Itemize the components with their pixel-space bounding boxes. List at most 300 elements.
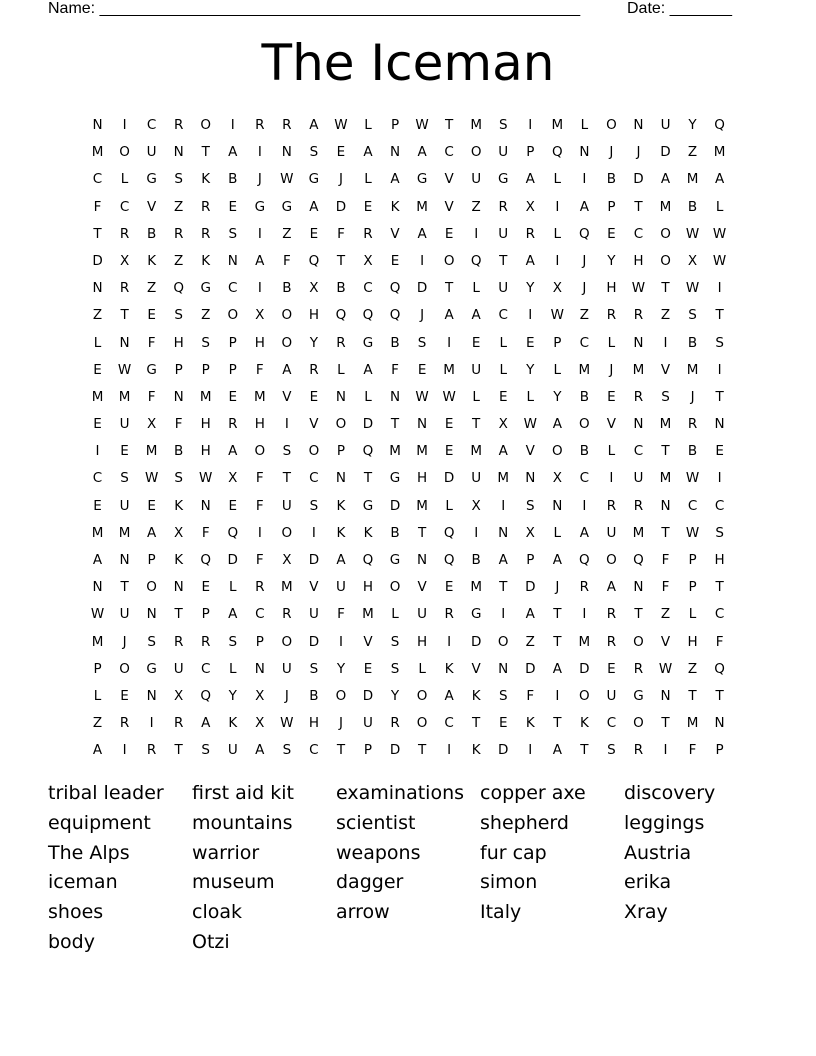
grid-letter: M [145, 443, 158, 460]
grid-letter: T [715, 579, 724, 596]
grid-letter: A [309, 117, 319, 133]
grid-letter: W [280, 171, 294, 188]
grid-letter: S [201, 334, 210, 351]
grid-letter: Z [660, 606, 671, 623]
grid-letter: W [90, 606, 105, 623]
grid-letter: D [362, 687, 374, 704]
grid-letter: H [362, 579, 374, 596]
grid-letter: D [92, 252, 103, 269]
grid-letter: J [338, 715, 343, 732]
grid-letter: F [255, 497, 264, 514]
grid-letter: O [119, 660, 130, 677]
letter-grid [84, 113, 733, 766]
grid-letter: V [471, 660, 481, 677]
grid-letter: L [445, 497, 453, 514]
grid-letter: O [335, 687, 347, 704]
grid-letter: X [255, 307, 265, 324]
grid-letter: Z [282, 225, 292, 242]
grid-letter: R [201, 198, 211, 215]
grid-row [84, 494, 733, 521]
grid-letter: X [146, 416, 157, 433]
grid-letter: E [607, 388, 616, 405]
grid-letter: P [201, 606, 210, 623]
grid-letter: I [149, 715, 154, 732]
grid-letter: R [201, 633, 211, 650]
grid-letter: M [389, 443, 401, 460]
grid-letter: X [255, 715, 265, 732]
grid-letter: Y [228, 687, 237, 704]
grid-letter: U [498, 144, 509, 161]
grid-letter: E [93, 416, 102, 433]
grid-letter: I [528, 307, 533, 324]
grid-letter: Z [92, 715, 103, 732]
grid-letter: S [715, 334, 724, 351]
grid-letter: M [632, 361, 645, 378]
grid-letter: W [442, 388, 456, 405]
grid-letter: B [309, 687, 319, 704]
grid-letter: G [146, 171, 157, 188]
grid-letter: P [228, 334, 237, 351]
grid-letter: S [147, 633, 156, 650]
grid-letter: E [228, 497, 238, 514]
grid-letter: T [120, 307, 129, 324]
grid-letter: O [119, 144, 130, 161]
grid-letter: A [92, 742, 103, 759]
grid-letter: P [147, 552, 156, 568]
grid-letter: A [444, 687, 454, 704]
grid-letter: L [364, 388, 372, 405]
grid-letter: U [336, 579, 346, 596]
grid-letter: Q [470, 252, 482, 269]
grid-letter: F [255, 470, 264, 487]
grid-letter: M [118, 524, 131, 541]
grid-letter: N [227, 252, 238, 269]
grid-letter: A [228, 144, 238, 161]
grid-letter: I [474, 225, 479, 242]
grid-letter: K [174, 497, 184, 514]
grid-letter: A [92, 552, 103, 568]
grid-letter: S [120, 470, 129, 487]
grid-letter: B [687, 334, 698, 351]
grid-letter: G [470, 606, 482, 623]
grid-letter: I [284, 416, 289, 433]
grid-letter: H [254, 334, 265, 351]
grid-letter: Q [389, 307, 401, 324]
grid-letter: O [579, 687, 590, 704]
word-list-item: Italy [480, 901, 522, 924]
grid-letter: W [280, 715, 294, 732]
grid-letter: I [609, 470, 614, 487]
grid-row [84, 113, 733, 140]
grid-letter: H [687, 633, 698, 650]
grid-letter: R [255, 579, 265, 596]
grid-row [84, 711, 733, 738]
grid-letter: A [471, 307, 481, 324]
grid-letter: A [552, 742, 562, 759]
grid-letter: D [389, 497, 401, 514]
grid-letter: F [93, 198, 102, 215]
grid-row [84, 222, 733, 249]
word-list-item: mountains [192, 811, 293, 834]
grid-letter: M [470, 117, 482, 133]
grid-letter: M [659, 470, 672, 487]
grid-letter: M [199, 388, 212, 405]
grid-letter: P [174, 361, 183, 378]
grid-letter: S [309, 497, 319, 514]
grid-letter: T [715, 687, 724, 704]
grid-letter: O [443, 252, 455, 269]
grid-letter: A [201, 715, 211, 732]
grid-letter: N [389, 144, 401, 161]
grid-letter: J [609, 361, 614, 378]
grid-letter: T [661, 280, 670, 297]
grid-letter: S [309, 144, 319, 161]
grid-letter: F [661, 579, 670, 596]
grid-letter: C [579, 470, 590, 487]
grid-letter: P [688, 552, 697, 568]
grid-letter: T [688, 687, 697, 704]
grid-letter: R [633, 497, 644, 514]
grid-letter: T [661, 443, 670, 460]
word-list-item: weapons [336, 841, 421, 864]
grid-letter: S [201, 742, 210, 759]
grid-letter: T [363, 470, 373, 487]
grid-letter: T [472, 416, 481, 433]
grid-letter: V [309, 579, 319, 596]
grid-letter: Q [714, 117, 725, 133]
grid-letter: R [606, 606, 617, 623]
grid-letter: E [498, 388, 508, 405]
grid-letter: A [579, 198, 589, 215]
grid-letter: O [470, 144, 482, 161]
grid-letter: I [528, 742, 533, 759]
grid-letter: H [417, 470, 428, 487]
grid-letter: L [553, 225, 562, 242]
word-list-item: cloak [192, 901, 242, 924]
grid-letter: Q [362, 307, 374, 324]
grid-letter: R [579, 579, 590, 596]
grid-letter: E [309, 388, 319, 405]
grid-letter: E [390, 252, 400, 269]
grid-letter: T [715, 388, 724, 405]
grid-row [84, 521, 733, 548]
grid-letter: A [498, 443, 508, 460]
grid-letter: U [146, 144, 157, 161]
grid-letter: E [120, 687, 129, 704]
grid-letter: N [173, 579, 184, 596]
grid-letter: Q [200, 552, 212, 568]
grid-letter: F [661, 552, 670, 568]
grid-letter: E [444, 416, 454, 433]
grid-letter: B [174, 443, 184, 460]
grid-letter: M [659, 198, 672, 215]
grid-letter: N [335, 470, 346, 487]
grid-letter: F [147, 388, 156, 405]
grid-letter: T [553, 606, 562, 623]
grid-letter: I [122, 117, 127, 133]
grid-letter: D [470, 633, 482, 650]
grid-letter: S [390, 633, 400, 650]
grid-letter: O [416, 715, 428, 732]
grid-letter: T [282, 470, 291, 487]
grid-letter: H [606, 280, 617, 297]
grid-letter: U [471, 171, 482, 188]
grid-letter: T [201, 144, 210, 161]
grid-letter: L [93, 687, 102, 704]
grid-letter: D [633, 171, 644, 188]
grid-letter: H [173, 334, 184, 351]
grid-row [84, 602, 733, 629]
grid-letter: I [717, 361, 722, 378]
grid-letter: R [498, 198, 508, 215]
grid-letter: W [685, 225, 700, 242]
grid-letter: K [471, 742, 481, 759]
grid-letter: P [336, 443, 346, 460]
grid-letter: V [606, 416, 617, 433]
grid-letter: U [173, 660, 184, 677]
grid-letter: M [686, 715, 699, 732]
word-list-item: dagger [336, 871, 404, 894]
grid-letter: E [201, 579, 210, 596]
grid-letter: S [174, 307, 183, 324]
grid-letter: J [284, 687, 289, 704]
grid-letter: S [282, 742, 292, 759]
grid-letter: Q [362, 552, 374, 568]
grid-letter: H [308, 715, 319, 732]
grid-letter: L [553, 171, 562, 188]
grid-letter: K [579, 715, 589, 732]
grid-letter: R [282, 606, 292, 623]
grid-letter: R [173, 715, 184, 732]
grid-letter: O [606, 552, 617, 568]
grid-letter: C [92, 171, 103, 188]
grid-letter: U [660, 117, 671, 133]
grid-letter: F [201, 524, 210, 541]
grid-letter: C [579, 334, 590, 351]
grid-letter: O [579, 416, 590, 433]
grid-letter: Z [660, 307, 671, 324]
grid-letter: G [308, 171, 320, 188]
grid-letter: R [606, 633, 617, 650]
grid-letter: C [363, 280, 373, 297]
grid-letter: I [95, 443, 100, 460]
word-list-item: leggings [624, 811, 705, 834]
grid-letter: Q [335, 307, 347, 324]
grid-letter: V [282, 388, 292, 405]
grid-letter: J [338, 171, 343, 188]
grid-letter: Z [174, 198, 184, 215]
grid-letter: J [582, 252, 587, 269]
grid-letter: O [281, 307, 293, 324]
grid-letter: C [714, 497, 725, 514]
grid-letter: T [499, 579, 508, 596]
grid-letter: N [281, 144, 292, 161]
grid-letter: S [228, 633, 238, 650]
grid-letter: T [174, 742, 183, 759]
grid-letter: C [228, 280, 238, 297]
grid-letter: S [390, 660, 400, 677]
grid-letter: U [471, 361, 482, 378]
grid-letter: C [606, 715, 617, 732]
grid-letter: U [281, 660, 292, 677]
grid-letter: F [174, 416, 183, 433]
grid-letter: Q [714, 660, 725, 677]
grid-letter: N [389, 388, 401, 405]
grid-letter: A [390, 171, 400, 188]
grid-letter: T [499, 252, 508, 269]
grid-letter: Z [201, 307, 211, 324]
grid-letter: L [607, 334, 616, 351]
grid-letter: Y [553, 388, 562, 405]
grid-letter: O [146, 579, 157, 596]
grid-letter: E [498, 715, 508, 732]
grid-letter: O [660, 252, 671, 269]
grid-letter: E [120, 443, 129, 460]
grid-letter: R [173, 633, 184, 650]
grid-letter: L [364, 171, 372, 188]
grid-letter: D [660, 144, 671, 161]
word-list-row [48, 927, 768, 957]
grid-letter: B [579, 443, 589, 460]
grid-letter: R [606, 307, 617, 324]
grid-letter: N [146, 606, 157, 623]
word-list-item: body [48, 930, 95, 953]
grid-letter: K [174, 552, 184, 568]
grid-letter: F [147, 334, 156, 351]
grid-letter: O [227, 307, 239, 324]
grid-letter: P [607, 198, 616, 215]
grid-letter: Y [688, 117, 697, 133]
grid-letter: J [555, 579, 560, 596]
grid-letter: W [685, 470, 700, 487]
grid-letter: R [606, 497, 617, 514]
grid-letter: A [255, 252, 265, 269]
grid-letter: A [525, 606, 535, 623]
grid-letter: N [173, 388, 184, 405]
grid-letter: N [525, 470, 536, 487]
grid-letter: N [92, 579, 103, 596]
grid-letter: O [660, 225, 671, 242]
word-list-item: simon [480, 871, 538, 894]
grid-letter: M [91, 524, 104, 541]
grid-letter: N [335, 388, 346, 405]
grid-letter: G [389, 470, 401, 487]
grid-letter: A [228, 606, 238, 623]
grid-letter: W [415, 117, 429, 133]
grid-letter: R [390, 715, 400, 732]
grid-letter: I [311, 524, 316, 541]
word-list-row [48, 778, 768, 808]
grid-letter: O [200, 117, 212, 133]
grid-letter: I [257, 524, 262, 541]
word-list-item: Xray [624, 901, 668, 924]
grid-letter: S [417, 334, 427, 351]
grid-letter: H [308, 307, 319, 324]
grid-row [84, 385, 733, 412]
grid-letter: Z [579, 307, 589, 324]
word-list-item: tribal leader [48, 782, 164, 804]
grid-letter: V [444, 198, 454, 215]
grid-letter: H [254, 416, 265, 433]
grid-letter: N [173, 144, 184, 161]
grid-letter: B [390, 524, 400, 541]
grid-letter: N [714, 715, 725, 732]
grid-letter: L [553, 524, 562, 541]
grid-letter: O [497, 633, 509, 650]
grid-letter: Z [687, 660, 698, 677]
grid-letter: I [501, 497, 506, 514]
grid-letter: P [526, 552, 535, 568]
grid-letter: A [579, 524, 589, 541]
grid-letter: R [363, 225, 373, 242]
grid-letter: U [308, 606, 319, 623]
grid-letter: S [661, 388, 670, 405]
grid-letter: X [255, 687, 265, 704]
grid-letter: K [363, 524, 373, 541]
grid-letter: C [200, 660, 211, 677]
grid-letter: T [472, 715, 481, 732]
grid-letter: A [255, 742, 265, 759]
word-list-row [48, 897, 768, 927]
grid-letter: U [119, 497, 130, 514]
grid-letter: X [228, 470, 238, 487]
grid-letter: M [551, 117, 564, 133]
grid-letter: A [498, 552, 508, 568]
grid-letter: C [687, 497, 698, 514]
grid-letter: D [362, 416, 374, 433]
grid-letter: A [336, 552, 346, 568]
grid-letter: N [579, 144, 590, 161]
grid-letter: N [633, 416, 644, 433]
grid-letter: E [147, 307, 156, 324]
grid-letter: C [444, 144, 454, 161]
grid-letter: N [200, 497, 211, 514]
grid-letter: O [416, 687, 428, 704]
grid-letter: O [308, 443, 320, 460]
grid-letter: S [715, 524, 724, 541]
grid-letter: N [92, 117, 103, 133]
word-list-item: iceman [48, 871, 118, 894]
grid-letter: I [555, 198, 560, 215]
grid-letter: E [417, 361, 427, 378]
grid-letter: S [282, 443, 292, 460]
grid-letter: M [497, 470, 510, 487]
grid-letter: I [582, 171, 587, 188]
grid-letter: N [633, 117, 644, 133]
grid-letter: R [525, 225, 535, 242]
grid-letter: L [499, 361, 507, 378]
grid-letter: Z [146, 280, 157, 297]
grid-letter: F [526, 687, 535, 704]
grid-letter: B [471, 552, 481, 568]
grid-letter: O [606, 117, 617, 133]
grid-letter: L [418, 660, 426, 677]
grid-letter: G [362, 497, 374, 514]
grid-letter: I [528, 117, 533, 133]
grid-row [84, 249, 733, 276]
word-list-item: Austria [624, 841, 692, 864]
grid-letter: B [579, 388, 589, 405]
grid-letter: T [445, 117, 454, 133]
grid-letter: L [499, 334, 507, 351]
grid-letter: E [336, 144, 346, 161]
grid-row [84, 738, 733, 765]
grid-letter: C [309, 742, 319, 759]
grid-letter: L [364, 117, 372, 133]
grid-letter: V [660, 361, 671, 378]
page-title: The Iceman [261, 34, 555, 92]
grid-letter: M [281, 579, 293, 596]
